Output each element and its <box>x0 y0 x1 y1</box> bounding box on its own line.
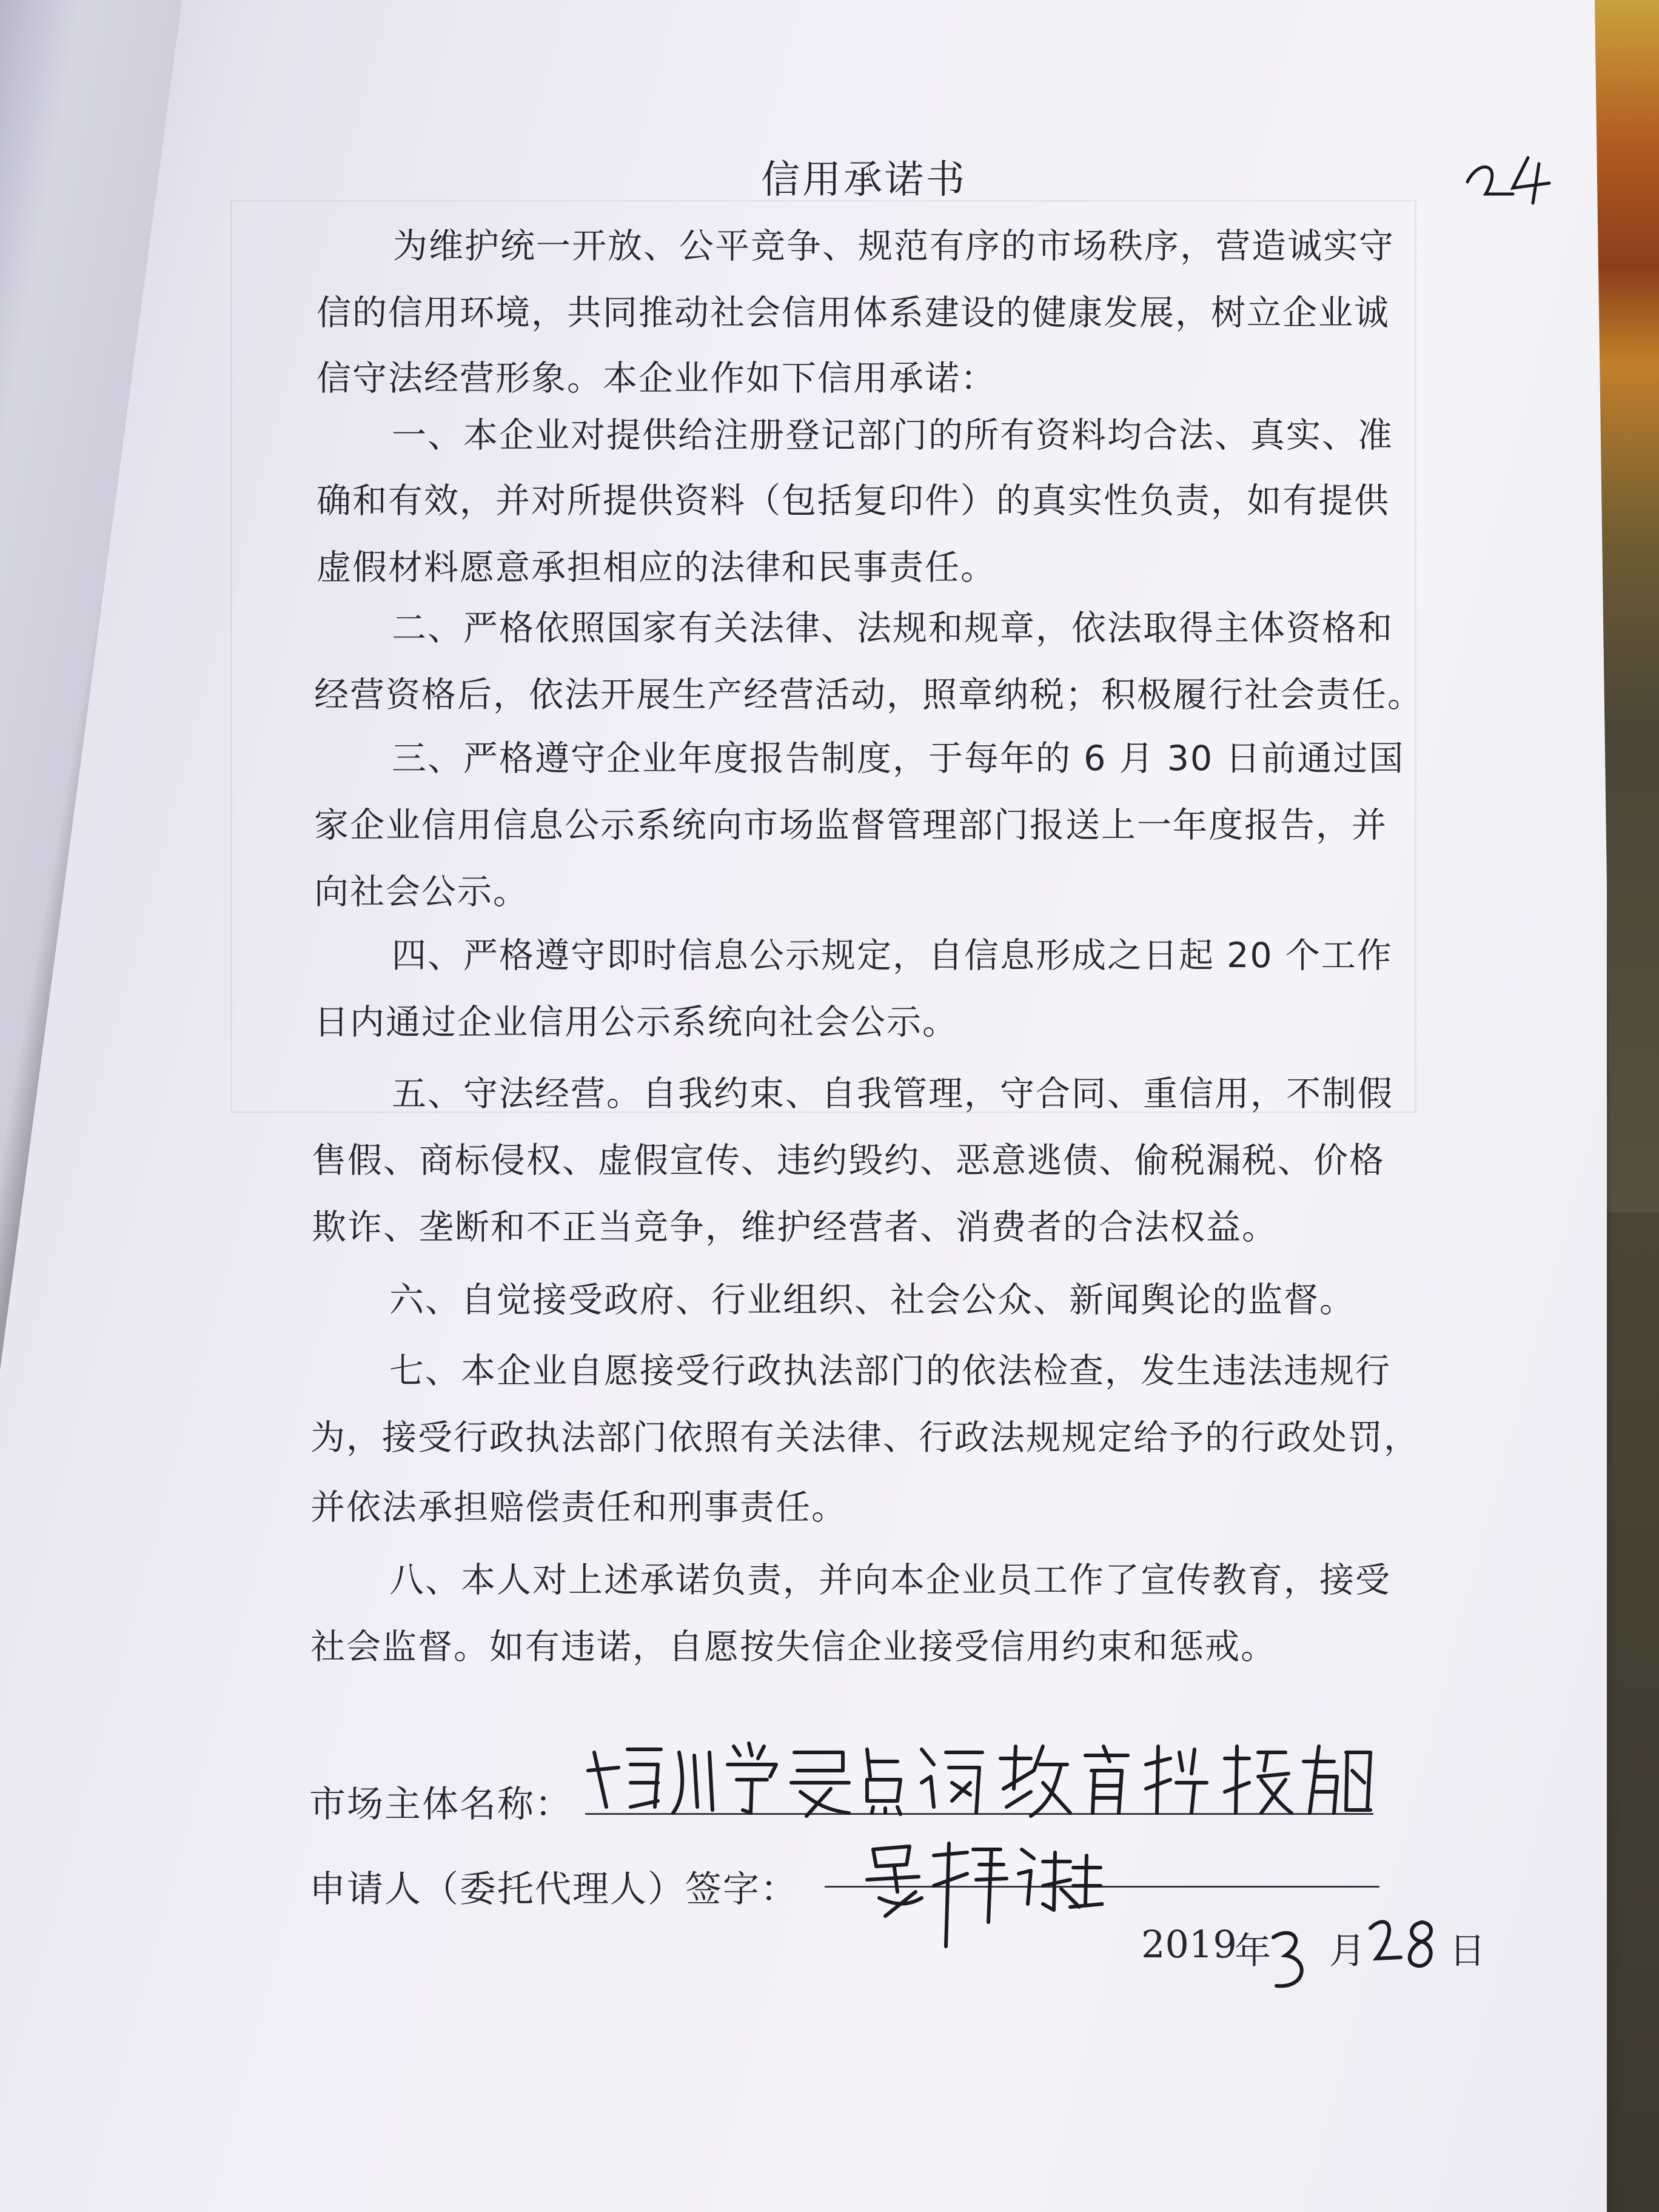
paragraph-line: 日内通过企业信用公示系统向社会公示。 <box>314 1002 958 1042</box>
date-day-handwritten <box>1364 1910 1443 1977</box>
paragraph-line: 社会监督。如有违诺，自愿按失信企业接受信用约束和惩戒。 <box>310 1627 1276 1667</box>
applicant-signature <box>861 1831 1104 1959</box>
paragraph-line: 经营资格后，依法开展生产经营活动，照章纳税；积极履行社会责任。 <box>314 675 1423 715</box>
paragraph-line: 八、本人对上述承诺负责，并向本企业员工作了宣传教育，接受 <box>389 1560 1391 1600</box>
document-title: 信用承诺书 <box>761 158 967 203</box>
handwritten-page-number <box>1461 146 1558 212</box>
paragraph-line: 为，接受行政执法部门依照有关法律、行政法规规定给予的行政处罚， <box>310 1418 1419 1458</box>
paragraph-line: 信的信用环境，共同推动社会信用体系建设的健康发展，树立企业诚 <box>317 293 1390 333</box>
paragraph-line: 虚假材料愿意承担相应的法律和民事责任。 <box>317 548 996 588</box>
paragraph-line: 并依法承担赔偿责任和刑事责任。 <box>310 1487 847 1527</box>
paragraph-line: 三、严格遵守企业年度报告制度，于每年的 6 月 30 日前通过国 <box>392 739 1405 779</box>
paragraph-line: 五、守法经营。自我约束、自我管理，守合同、重信用，不制假 <box>392 1074 1393 1114</box>
applicant-label: 申请人（委托代理人）签字： <box>309 1868 798 1911</box>
paragraph-line: 四、严格遵守即时信息公示规定，自信息形成之日起 20 个工作 <box>392 936 1393 976</box>
paragraph-line: 向社会公示。 <box>314 872 529 912</box>
paragraph-line: 售假、商标侵权、虚假宣传、违约毁约、恶意逃债、偷税漏税、价格 <box>312 1141 1385 1181</box>
date-year-unit: 年 <box>1235 1930 1272 1972</box>
paragraph-line: 二、严格依照国家有关法律、法规和规章，依法取得主体资格和 <box>392 608 1393 648</box>
handwritten-company-name <box>582 1734 1382 1825</box>
date-year: 2019 <box>1141 1922 1237 1966</box>
date-month-handwritten <box>1264 1922 1313 1995</box>
paragraph-line: 确和有效，并对所提供资料（包括复印件）的真实性负责，如有提供 <box>317 481 1390 521</box>
paragraph-line: 欺诈、垄断和不正当竞争，维护经营者、消费者的合法权益。 <box>312 1207 1278 1247</box>
date-month-unit: 月 <box>1329 1930 1367 1972</box>
paragraph-line: 六、自觉接受政府、行业组织、社会公众、新闻舆论的监督。 <box>389 1280 1355 1320</box>
paragraph-line: 为维护统一开放、公平竞争、规范有序的市场秩序，营造诚实守 <box>393 226 1395 266</box>
paragraph-line: 一、本企业对提供给注册登记部门的所有资料均合法、真实、准 <box>392 415 1393 455</box>
paragraph-line: 七、本企业自愿接受行政执法部门的依法检查，发生违法违规行 <box>389 1351 1391 1391</box>
date-day-unit: 日 <box>1449 1930 1487 1972</box>
market-entity-label: 市场主体名称： <box>309 1783 572 1826</box>
paragraph-line: 信守法经营形象。本企业作如下信用承诺： <box>317 358 996 398</box>
paragraph-line: 家企业信用信息公示系统向市场监督管理部门报送上一年度报告，并 <box>314 805 1387 845</box>
